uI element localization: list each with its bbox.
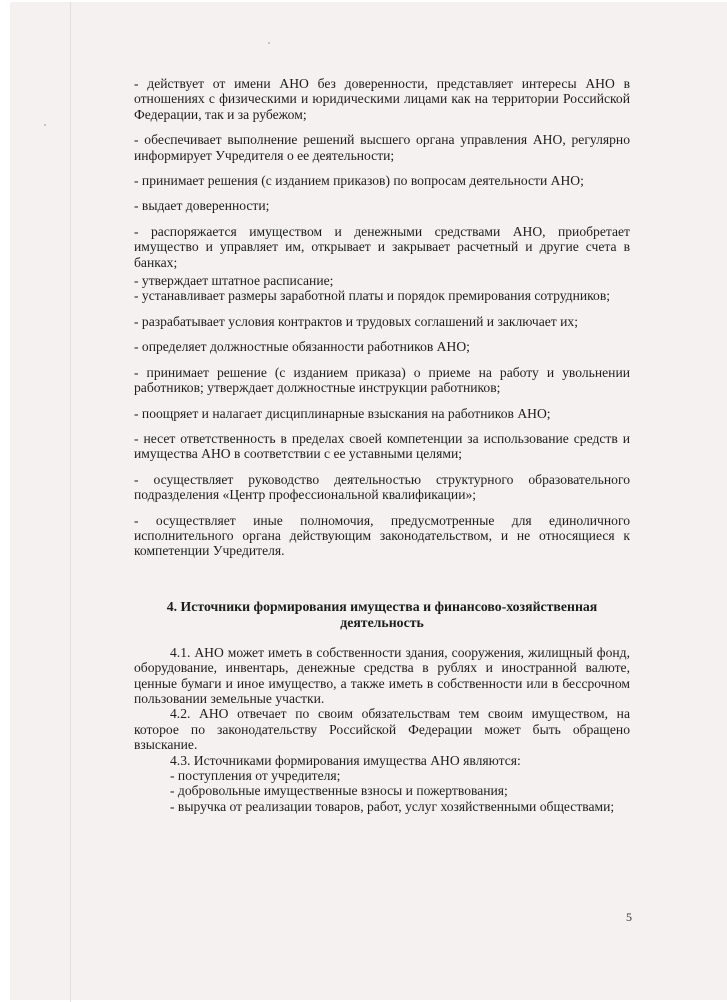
duty-item: - действует от имени АНО без доверенности, представляет интересы АНО в отношениях с физическими и юридическими лицами как на территории Российской Федерации, так и за рубежом; (134, 76, 630, 122)
duty-item: - принимает решения (с изданием приказов) по вопросам деятельности АНО; (134, 173, 584, 189)
duty-item: - устанавливает размеры заработной платы и порядок премирования сотрудников; (134, 288, 611, 304)
section-heading: 4. Источники формирования имущества и финансово-хозяйственная деятельность (166, 598, 598, 630)
source-item: - выручка от реализации товаров, работ, услуг хозяйственными обществами; (170, 798, 615, 814)
scan-speck (268, 42, 270, 44)
duty-item: - поощряет и налагает дисциплинарные взыскания на работников АНО; (134, 405, 551, 421)
duty-item: - утверждает штатное расписание; (134, 273, 334, 289)
duty-item: - выдает доверенности; (134, 198, 270, 214)
duty-item: - принимает решение (с изданием приказа) о приеме на работу и увольнении работников; утверждает должностные инструкции работников; (134, 364, 630, 396)
document-body (134, 76, 630, 814)
scan-fold-line (70, 2, 71, 1002)
clause-4-1: 4.1. АНО может иметь в собственности здания, сооружения, жилищный фонд, оборудование, инвентарь, денежные средства в рублях и иностранной валюте, ценные бумаги и иное имущество, а также иметь в собственности или в бессрочном пользовании земельные участки. (134, 644, 630, 706)
duty-item: - осуществляет иные полномочия, предусмотренные для единоличного исполнительного органа действующим законодательством, и не относящиеся к компетенции Учредителя. (134, 512, 630, 559)
duty-item: - определяет должностные обязанности работников АНО; (134, 339, 470, 355)
duty-item: - распоряжается имуществом и денежными средствами АНО, приобретает имущество и управляет им, открывает и закрывает расчетный и другие счета в банках; (134, 223, 630, 270)
clause-4-2: 4.2. АНО отвечает по своим обязательствам тем своим имуществом, на которое по законодательству Российской Федерации может быть обращено взыскание. (134, 706, 630, 753)
duty-item: - обеспечивает выполнение решений высшего органа управления АНО, регулярно информирует Учредителя о ее деятельности; (134, 132, 630, 163)
clause-4-3: 4.3. Источниками формирования имущества АНО являются: (170, 752, 521, 768)
source-item: - добровольные имущественные взносы и пожертвования; (170, 783, 508, 799)
page-number: 5 (626, 910, 632, 924)
scan-speck (44, 124, 46, 126)
duty-item: - осуществляет руководство деятельностью структурного образовательного подразделения «Центр профессиональной квалификации»; (134, 471, 630, 503)
source-item: - поступления от учредителя; (170, 768, 341, 783)
duty-item: - разрабатывает условия контрактов и трудовых соглашений и заключает их; (134, 313, 578, 329)
duty-item: - несет ответственность в пределах своей компетенции за использование средств и имущества АНО в соответствии с ее уставными целями; (134, 430, 630, 462)
